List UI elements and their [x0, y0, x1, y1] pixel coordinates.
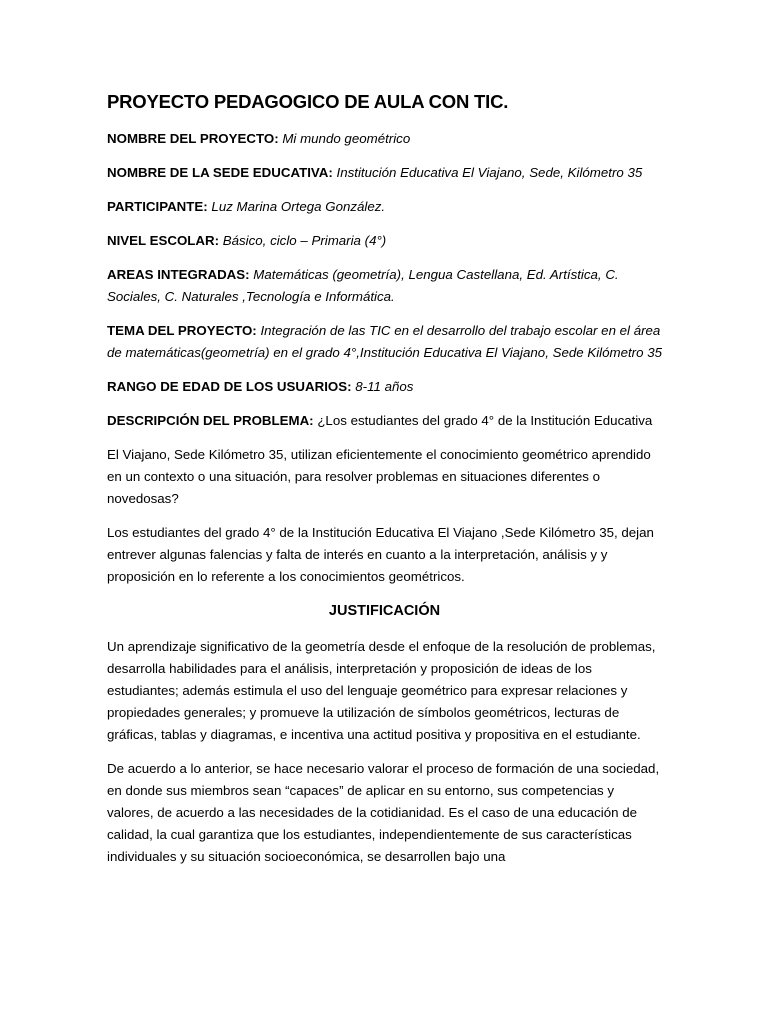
document-page	[107, 88, 662, 880]
field-age-range	[107, 376, 662, 398]
document-title: PROYECTO PEDAGOGICO DE AULA CON TIC.	[107, 91, 509, 112]
paragraph: Un aprendizaje significativo de la geometría desde el enfoque de la resolución de problemas, desarrolla habilidades para el análisis, interpretación y proposición de ideas de los estudiantes; además estimula el uso del lenguaje geométrico para expresar relaciones y propiedades generales; y promueve la utilización de símbolos geométricos, lecturas de gráficas, tablas y diagramas, e incentiva una actitud positiva y propositiva en el estudiante.	[107, 639, 656, 742]
field-value: 8-11 años	[355, 379, 414, 394]
field-value: Básico, ciclo – Primaria (4°)	[222, 233, 387, 248]
field-label: TEMA DEL PROYECTO:	[107, 323, 257, 338]
field-label: NIVEL ESCOLAR:	[107, 233, 220, 248]
paragraph: El Viajano, Sede Kilómetro 35, utilizan eficientemente el conocimiento geométrico aprendido en un contexto o una situación, para resolver problemas en situaciones diferentes o novedosas?	[107, 447, 651, 506]
field-school-level	[107, 230, 662, 252]
field-school-name	[107, 162, 662, 184]
field-label: RANGO DE EDAD DE LOS USUARIOS:	[107, 379, 352, 394]
field-project-topic	[107, 320, 662, 364]
field-integrated-areas	[107, 264, 662, 308]
section-heading: JUSTIFICACIÓN	[328, 603, 441, 619]
field-value: Institución Educativa El Viajano, Sede, Kilómetro 35	[336, 165, 643, 180]
field-participant	[107, 196, 662, 218]
field-value: Luz Marina Ortega González.	[211, 199, 386, 214]
field-problem-description	[107, 410, 662, 432]
field-project-name	[107, 128, 662, 150]
field-label: NOMBRE DEL PROYECTO:	[107, 131, 279, 146]
field-value: Matemáticas (geometría), Lengua Castellana, Ed. Artística, C. Sociales, C. Naturales ,Tecnología e Informática.	[107, 267, 619, 304]
field-value: Mi mundo geométrico	[282, 131, 411, 146]
paragraph: De acuerdo a lo anterior, se hace necesario valorar el proceso de formación de una sociedad, en donde sus miembros sean “capaces” de aplicar en su entorno, sus competencias y valores, de acuerdo a las necesidades de la cotidianidad. Es el caso de una educación de calidad, la cual garantiza que los estudiantes, independientemente de sus características individuales y su situación socioeconómica, se desarrollen bajo una	[107, 761, 660, 864]
field-label: AREAS INTEGRADAS:	[107, 267, 250, 282]
field-label: DESCRIPCIÓN DEL PROBLEMA:	[107, 413, 314, 428]
field-value: Integración de las TIC en el desarrollo del trabajo escolar en el área de matemáticas(geometría) en el grado 4°,Institución Educativa El Viajano, Sede Kilómetro 35	[107, 323, 662, 360]
field-label: PARTICIPANTE:	[107, 199, 208, 214]
paragraph: Los estudiantes del grado 4° de la Institución Educativa El Viajano ,Sede Kilómetro 35, dejan entrever algunas falencias y falta de interés en cuanto a la interpretación, análisis y y proposición en lo referente a los conocimientos geométricos.	[107, 525, 654, 584]
field-label: NOMBRE DE LA SEDE EDUCATIVA:	[107, 165, 333, 180]
field-text: ¿Los estudiantes del grado 4° de la Institución Educativa	[317, 413, 653, 428]
